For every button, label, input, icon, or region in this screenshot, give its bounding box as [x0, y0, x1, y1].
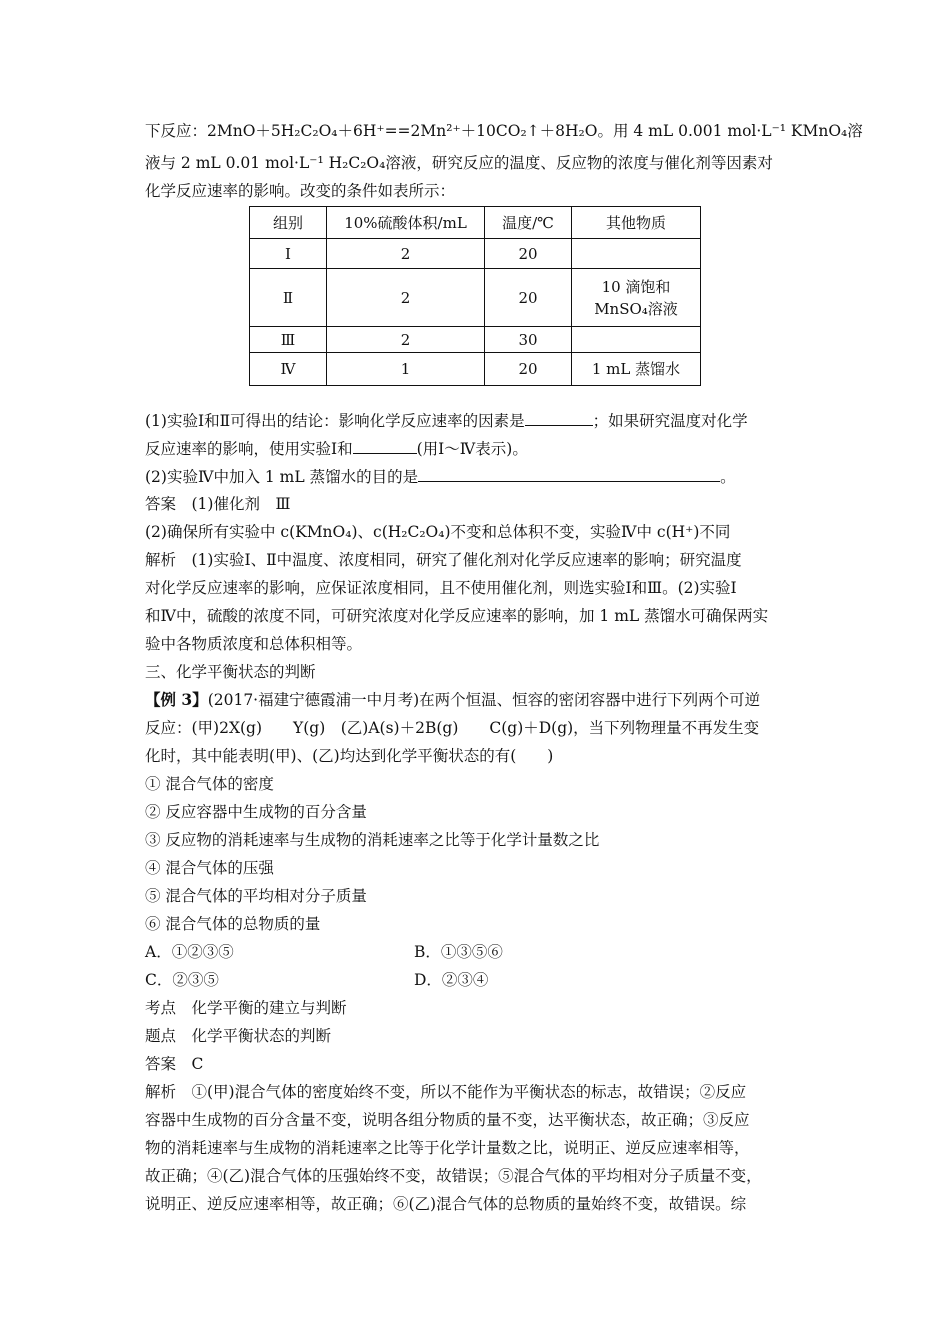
text-line: 化学反应速率的影响。改变的条件如表所示：	[145, 182, 456, 200]
answer-line: 答案 (1)催化剂 Ⅲ	[145, 495, 291, 513]
table-header-row	[250, 207, 701, 239]
list-item: ④ 混合气体的压强	[145, 859, 274, 877]
question-text: (用Ⅰ～Ⅳ表示)。	[416, 440, 528, 458]
table-header: 温度/℃	[485, 207, 572, 239]
question-2-line	[145, 465, 736, 488]
question-1-line-2	[145, 437, 528, 460]
table-row	[250, 327, 701, 353]
table-header: 10%硫酸体积/mL	[327, 207, 485, 239]
explanation-line: 对化学反应速率的影响，应保证浓度相同，且不使用催化剂，则选实验Ⅰ和Ⅲ。(2)实验Ⅰ	[145, 579, 737, 597]
option-d[interactable]: D．②③④	[414, 971, 489, 989]
table-cell: Ⅰ	[250, 239, 327, 269]
table-cell	[572, 239, 701, 269]
explanation-line: 解析 (1)实验Ⅰ、Ⅱ中温度、浓度相同，研究了催化剂对化学反应速率的影响；研究温度	[145, 551, 742, 569]
question-text: 反应速率的影响，使用实验Ⅰ和	[145, 440, 353, 458]
analysis-line: 物的消耗速率与生成物的消耗速率之比等于化学计量数之比，说明正、逆反应速率相等，	[145, 1139, 750, 1157]
example-line: 反应：(甲)2X(g) Y(g) (乙)A(s)＋2B(g) C(g)＋D(g)，当下列物理量不再发生变	[145, 719, 760, 737]
table-cell: 2	[327, 269, 485, 327]
list-item: ③ 反应物的消耗速率与生成物的消耗速率之比等于化学计量数之比	[145, 831, 600, 849]
analysis-line: 说明正、逆反应速率相等，故正确；⑥(乙)混合气体的总物质的量始终不变，故错误。综	[145, 1195, 747, 1213]
list-item: ⑤ 混合气体的平均相对分子质量	[145, 887, 367, 905]
list-item: ② 反应容器中生成物的百分含量	[145, 803, 367, 821]
table-cell: Ⅱ	[250, 269, 327, 327]
question-1-line-1	[145, 409, 748, 432]
table-row	[250, 353, 701, 386]
table-row	[250, 239, 701, 269]
option-b[interactable]: B．①③⑤⑥	[414, 943, 503, 961]
question-text: 。	[720, 468, 736, 486]
conditions-table	[249, 206, 701, 386]
text-line: 液与 2 mL 0.01 mol·L⁻¹ H₂C₂O₄溶液，研究反应的温度、反应物的浓度与催化剂等因素对	[145, 154, 773, 172]
tidian-line: 题点 化学平衡状态的判断	[145, 1027, 332, 1045]
section-heading: 三、化学平衡状态的判断	[145, 663, 316, 681]
table-cell: 1 mL 蒸馏水	[572, 353, 701, 386]
example-text: (2017·福建宁德霞浦一中月考)在两个恒温、恒容的密闭容器中进行下列两个可逆	[207, 691, 761, 709]
table-header: 组别	[250, 207, 327, 239]
example-label: 【例 3】	[145, 690, 208, 709]
table-cell: 20	[485, 269, 572, 327]
analysis-line: 容器中生成物的百分含量不变，说明各组分物质的量不变，达平衡状态，故正确；③反应	[145, 1111, 750, 1129]
answer-line: (2)确保所有实验中 c(KMnO₄)、c(H₂C₂O₄)不变和总体积不变，实验Ⅳ中 c(H⁺)不同	[145, 523, 731, 541]
explanation-line: 和Ⅳ中，硫酸的浓度不同，可研究浓度对化学反应速率的影响，加 1 mL 蒸馏水可确保两实	[145, 607, 769, 625]
table-cell: 10 滴饱和 MnSO₄溶液	[572, 269, 701, 327]
table-cell: 20	[485, 353, 572, 386]
table-cell: 20	[485, 239, 572, 269]
table-cell: 1	[327, 353, 485, 386]
answer-line: 答案 C	[145, 1055, 204, 1073]
table-cell: 2	[327, 239, 485, 269]
explanation-line: 验中各物质浓度和总体积相等。	[145, 635, 363, 653]
question-text: (2)实验Ⅳ中加入 1 mL 蒸馏水的目的是	[145, 468, 419, 486]
table-cell: 2	[327, 327, 485, 353]
table-cell: Ⅲ	[250, 327, 327, 353]
table-cell: Ⅳ	[250, 353, 327, 386]
answer-blank[interactable]	[418, 465, 720, 482]
answer-blank[interactable]	[525, 409, 593, 426]
question-text: ；如果研究温度对化学	[592, 412, 748, 430]
table-cell	[572, 327, 701, 353]
list-item: ① 混合气体的密度	[145, 775, 274, 793]
table-row	[250, 269, 701, 327]
option-a[interactable]: A．①②③⑤	[145, 943, 234, 961]
option-c[interactable]: C．②③⑤	[145, 971, 219, 989]
question-text: (1)实验Ⅰ和Ⅱ可得出的结论：影响化学反应速率的因素是	[145, 412, 525, 430]
analysis-line: 故正确；④(乙)混合气体的压强始终不变，故错误；⑤混合气体的平均相对分子质量不变，	[145, 1167, 762, 1185]
answer-blank[interactable]	[353, 437, 417, 454]
text-line: 下反应：2MnO＋5H₂C₂O₄＋6H⁺==2Mn²⁺＋10CO₂↑＋8H₂O。用 4 mL 0.001 mol·L⁻¹ KMnO₄溶	[145, 122, 863, 140]
analysis-line: 解析 ①(甲)混合气体的密度始终不变，所以不能作为平衡状态的标志，故错误；②反应	[145, 1083, 747, 1101]
example-line: 化时，其中能表明(甲)、(乙)均达到化学平衡状态的有( )	[145, 747, 554, 765]
kaodian-line: 考点 化学平衡的建立与判断	[145, 999, 347, 1017]
list-item: ⑥ 混合气体的总物质的量	[145, 915, 321, 933]
example-line	[145, 689, 760, 711]
table-header: 其他物质	[572, 207, 701, 239]
table-cell: 30	[485, 327, 572, 353]
